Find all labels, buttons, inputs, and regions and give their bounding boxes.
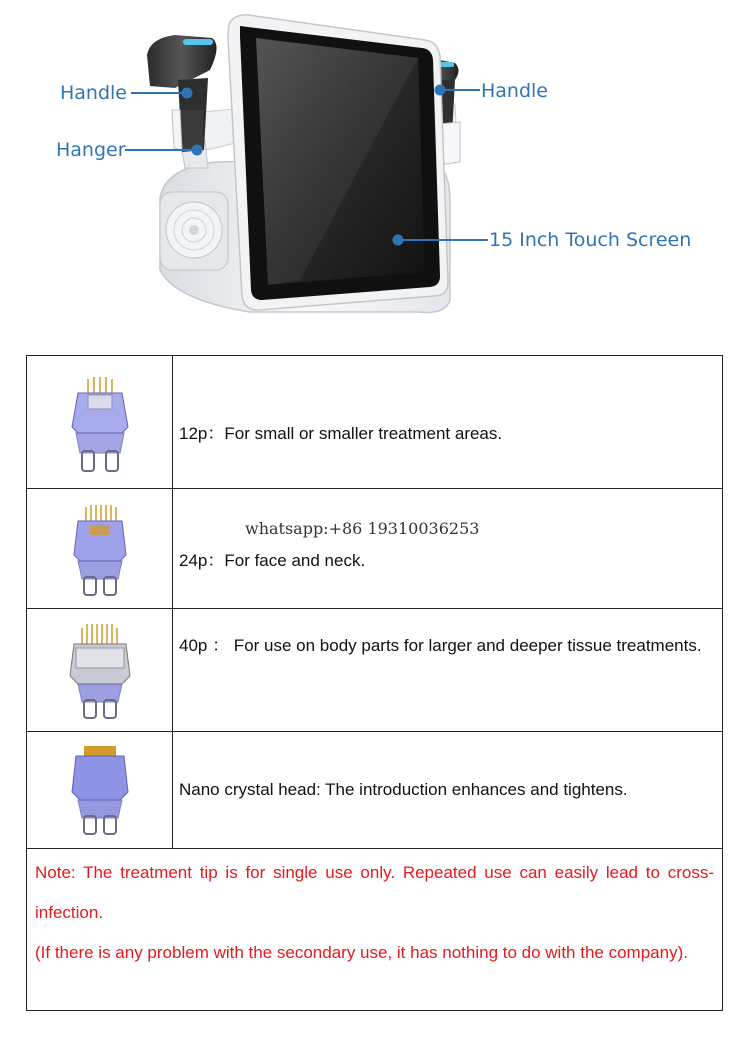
table-row-12p bbox=[27, 356, 722, 489]
callout-hanger: Hanger bbox=[56, 139, 126, 161]
tip-description-12p bbox=[173, 356, 722, 488]
tip-description-24p bbox=[173, 489, 722, 608]
note-line-1: Note: The treatment tip is for single use only. Repeated use can easily lead to cross-infection. bbox=[35, 863, 714, 922]
tip-image-40p bbox=[27, 609, 173, 731]
tip-description-nano bbox=[173, 732, 722, 848]
callout-handle-left: Handle bbox=[60, 82, 128, 104]
usage-note bbox=[27, 849, 722, 1010]
note-line-2: (If there is any problem with the secondary use, it has nothing to do with the company). bbox=[35, 943, 688, 962]
tip-image-nano bbox=[27, 732, 173, 848]
table-row-24p bbox=[27, 489, 722, 609]
callout-screen: 15 Inch Touch Screen bbox=[489, 229, 692, 251]
device-drawing bbox=[0, 0, 750, 330]
tip-label-40p: 40p ： For use on body parts for larger and deeper tissue treatments. bbox=[179, 636, 702, 655]
table-row-40p bbox=[27, 609, 722, 732]
tip-24p-icon bbox=[60, 499, 140, 599]
treatment-tip-table bbox=[26, 355, 723, 1011]
tip-description-40p bbox=[173, 609, 722, 731]
tip-40p-icon bbox=[60, 618, 140, 723]
tip-image-12p bbox=[27, 356, 173, 488]
tip-12p-icon bbox=[60, 367, 140, 477]
tip-label-12p: 12p：For small or smaller treatment areas. bbox=[179, 424, 503, 443]
tip-label-24p: 24p：For face and neck. bbox=[179, 551, 366, 570]
tip-nano-icon bbox=[60, 740, 140, 840]
tip-image-24p bbox=[27, 489, 173, 608]
tip-label-nano: Nano crystal head: The introduction enhances and tightens. bbox=[179, 780, 628, 799]
callout-handle-right: Handle bbox=[481, 80, 549, 102]
table-row-nano bbox=[27, 732, 722, 849]
whatsapp-watermark: whatsapp:+86 19310036253 bbox=[245, 519, 480, 538]
touch-screen bbox=[228, 15, 448, 310]
device-illustration bbox=[0, 0, 750, 330]
